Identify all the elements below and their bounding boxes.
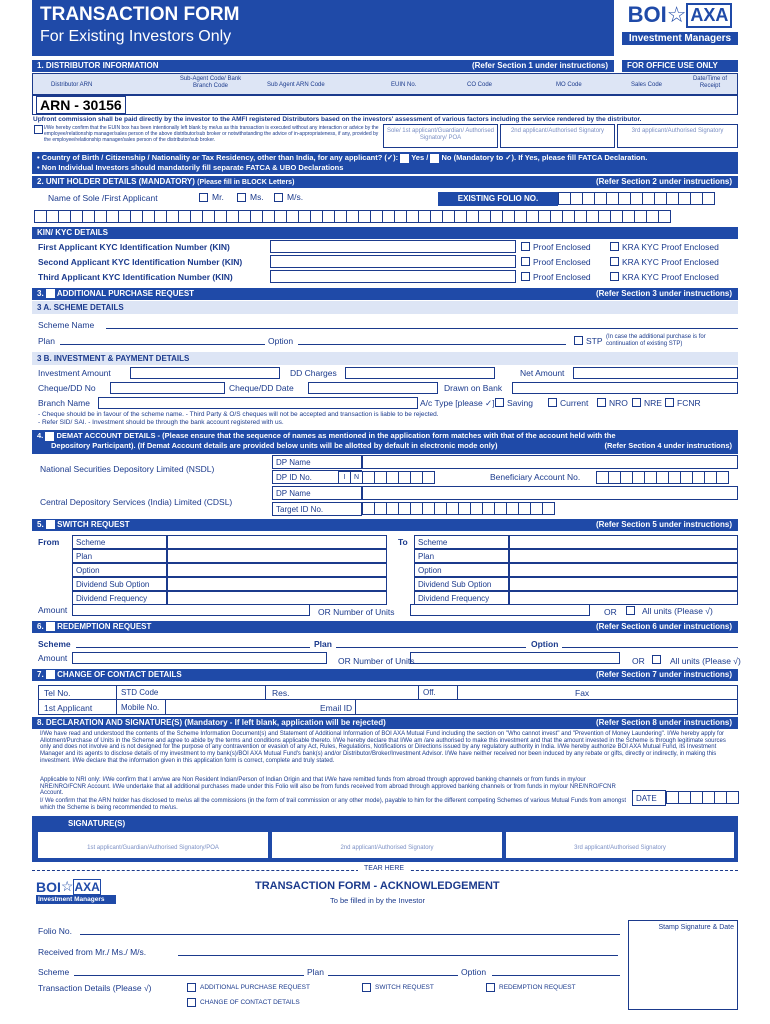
cheque-number-field[interactable]	[110, 382, 225, 394]
scheme-details-subheader: 3 A. SCHEME DETAILS	[32, 301, 738, 314]
kra-kyc-checkbox[interactable]	[610, 242, 619, 251]
kyc-row-label: First Applicant KYC Identification Number (KIN)	[38, 242, 230, 252]
kyc-row-label: Second Applicant KYC Identification Number (KIN)	[38, 257, 243, 267]
char-cell[interactable]	[542, 502, 555, 515]
distributor-values[interactable]	[32, 95, 738, 115]
char-cell[interactable]: I	[338, 471, 351, 484]
fatca-no-checkbox[interactable]	[430, 154, 439, 163]
nsdl-dp-id-cells[interactable]	[338, 471, 434, 484]
redeem-scheme-field[interactable]	[76, 647, 310, 648]
switch-all-units-checkbox[interactable]	[626, 606, 635, 615]
switch-from-label: Dividend Frequency	[72, 591, 167, 605]
switch-amount-field[interactable]	[72, 604, 310, 616]
fatca-yes-checkbox[interactable]	[400, 154, 409, 163]
switch-to-field[interactable]	[509, 549, 738, 563]
ms-checkbox[interactable]	[237, 193, 246, 202]
nre-checkbox[interactable]	[632, 398, 641, 407]
switch-from-field[interactable]	[167, 577, 387, 591]
switch-from-field[interactable]	[167, 591, 387, 605]
plan-field[interactable]	[60, 344, 265, 345]
char-cell[interactable]	[658, 210, 671, 223]
date-label: DATE	[632, 790, 666, 806]
fcnr-checkbox[interactable]	[665, 398, 674, 407]
euin-declaration: I/We hereby confirm that the EUIN box has been intentionally left blank by me/us as this transaction is executed without any interaction or advice by the employee/relationship manager/sales person of the above distributor/sub broker or notwithstanding the advice of in-appropriateness, if any, provided by the employee/relationship manager/sales person of the distributor/sub broker.	[44, 125, 379, 143]
kin-field[interactable]	[270, 240, 516, 253]
fatca-bar: • Country of Birth / Citizenship / Nationality or Tax Residency, other than India, for any applicant? (✓): Yes / No (Mandatory to ✓). If Yes, please fill FATCA Declaration. • Non Individual Investors should mandatorily fill separate FATCA & UBO Declarations	[32, 152, 738, 174]
payment-subheader: 3 B. INVESTMENT & PAYMENT DETAILS	[32, 352, 738, 365]
switch-to-label: Dividend Frequency	[414, 591, 509, 605]
ack-logo: BOI ☆ AXA Investment Managers	[36, 878, 116, 904]
folio-number-cells[interactable]	[558, 192, 714, 205]
switch-from-label: Dividend Sub Option	[72, 577, 167, 591]
star-icon: ☆	[666, 2, 687, 27]
office-use-header: FOR OFFICE USE ONLY	[622, 60, 738, 72]
kra-kyc-checkbox[interactable]	[610, 257, 619, 266]
switch-to-label: Scheme	[414, 535, 509, 549]
logo-axa: AXA	[686, 3, 732, 28]
cdsl-dp-name-field[interactable]	[362, 486, 738, 500]
euin-sig1[interactable]: Sole/ 1st applicant/Guardian/ Authorised Signatory/ POA	[383, 124, 498, 148]
logo-tagline: Investment Managers	[622, 32, 738, 45]
cheque-date-field[interactable]	[308, 382, 438, 394]
kin-field[interactable]	[270, 255, 516, 268]
switch-to-field[interactable]	[509, 563, 738, 577]
switch-to-label: Option	[414, 563, 509, 577]
cdsl-target-id-cells[interactable]	[362, 502, 554, 515]
char-cell[interactable]: N	[350, 471, 363, 484]
kyc-header: KIN/ KYC DETAILS	[32, 227, 738, 239]
arn-disclosure-text: I/ We confirm that the ARN holder has disclosed to me/us all the commissions (in the form of trail commission or any other mode), payable to him for the different competing Schemes of various Mutual Funds from amongst which the Scheme is being recommended to me/us.	[40, 798, 627, 811]
ack-folio-field[interactable]	[80, 934, 620, 935]
ack-contact-checkbox[interactable]	[187, 998, 196, 1007]
logo	[622, 2, 738, 56]
switch-to-field[interactable]	[509, 535, 738, 549]
switch-from-field[interactable]	[167, 563, 387, 577]
section7-header: 7. CHANGE OF CONTACT DETAILS (Refer Section 7 under instructions)	[32, 669, 738, 681]
switch-to-field[interactable]	[509, 577, 738, 591]
declaration-text: I/We have read and understood the contents of the Scheme Information Document(s) and Statement of Additional Information of BOI AXA Mutual Fund including the section on "Who cannot invest" and "Prevention of Money Laundering". I/We hereby apply for Allotment/Purchase of Units in the Scheme and agree to abide by the terms and conditions applicable thereto. I/We hereby declare that I/We am /are authorised to make this investment and that the amount invested in the Scheme is through legitimate sources only and does not involve and is not designed for the purpose of any contravention or evasion of any Act, Rules, Regulations, Notifications or Directions issued by any regulatory authority in India. I/We hereby authorize BOI AXA Mutual Fund, its Investment Manager and its agents to disclose details of my investment to my bank(s)/BOI AXA Mutual Fund's bank(s) and/or Distributor/Broker/Investment Advisor. I/We have neither received nor been induced by any rebate or gifts, directly or indirectly, in making this investment. I/We declare that the information given in this application form is correct, complete and truly stated.	[40, 731, 726, 764]
proof-enclosed-checkbox[interactable]	[521, 257, 530, 266]
ack-plan-field[interactable]	[328, 975, 458, 976]
star-icon: ☆	[60, 878, 74, 894]
proof-enclosed-checkbox[interactable]	[521, 272, 530, 281]
euin-sig2[interactable]: 2nd applicant/Authorised Signatory	[500, 124, 615, 148]
form-subtitle: For Existing Investors Only	[40, 28, 232, 45]
stp-checkbox[interactable]	[574, 336, 583, 345]
signature-1[interactable]: 1st applicant/Guardian/Authorised Signatory/POA	[38, 832, 268, 858]
euin-checkbox[interactable]	[34, 125, 43, 134]
redeem-plan-field[interactable]	[336, 647, 526, 648]
arn-code: ARN - 30156	[36, 96, 126, 114]
redeem-amount-field[interactable]	[72, 652, 327, 664]
nsdl-beneficiary-cells[interactable]	[596, 471, 728, 484]
kin-field[interactable]	[270, 270, 516, 283]
option-field[interactable]	[298, 344, 566, 345]
nro-checkbox[interactable]	[597, 398, 606, 407]
logo-boi: BOI	[627, 2, 667, 27]
dd-charges-field[interactable]	[345, 367, 495, 379]
char-cell[interactable]	[716, 471, 729, 484]
mrs-checkbox[interactable]	[274, 193, 283, 202]
char-cell[interactable]	[726, 791, 739, 804]
ack-received-field[interactable]	[178, 955, 618, 956]
signature-area: SIGNATURE(S)	[32, 816, 738, 862]
applicant-name-label: Name of Sole /First Applicant	[48, 193, 158, 203]
section2-header: 2. UNIT HOLDER DETAILS (MANDATORY) (Please fill in BLOCK Letters) (Refer Section 2 under instructions)	[32, 176, 738, 188]
date-cells[interactable]	[666, 791, 738, 804]
existing-folio-label: EXISTING FOLIO NO.	[438, 192, 558, 206]
form-title: TRANSACTION FORM	[40, 4, 240, 25]
kra-kyc-checkbox[interactable]	[610, 272, 619, 281]
section4-header: 4. DEMAT ACCOUNT DETAILS - (Please ensure that the sequence of names as mentioned in the application form matches with that of the account held with the Depository Participant). (If Demat Account details are provided below units will be allotted by default in electronic mode only) (Refer Section 4 under instructions)	[32, 430, 738, 454]
ack-redemption-checkbox[interactable]	[486, 983, 495, 992]
signature-2[interactable]: 2nd applicant/Authorised Signatory	[272, 832, 502, 858]
char-cell[interactable]	[702, 192, 715, 205]
switch-from-label: Scheme	[72, 535, 167, 549]
nsdl-dp-name-field[interactable]	[362, 455, 738, 469]
signature-3[interactable]: 3rd applicant/Authorised Signatory	[506, 832, 734, 858]
switch-to-label: Plan	[414, 549, 509, 563]
email-field[interactable]	[355, 699, 738, 715]
euin-sig3[interactable]: 3rd applicant/Authorised Signatory	[617, 124, 738, 148]
section8-header: 8. DECLARATION AND SIGNATURE(S) (Mandatory - If left blank, application will be rejected) (Refer Section 8 under instructions)	[32, 717, 738, 729]
saving-checkbox[interactable]	[495, 398, 504, 407]
applicant-name-cells[interactable]	[34, 210, 670, 223]
char-cell[interactable]	[422, 471, 435, 484]
net-amount-field[interactable]	[573, 367, 738, 379]
scheme-name-field[interactable]	[106, 328, 738, 329]
ack-option-field[interactable]	[492, 975, 620, 976]
proof-enclosed-checkbox[interactable]	[521, 242, 530, 251]
ack-scheme-field[interactable]	[74, 975, 304, 976]
section6-header: 6. REDEMPTION REQUEST (Refer Section 6 under instructions)	[32, 621, 738, 633]
nri-text: Applicable to NRI only: I/We confirm that I am/we are Non Resident Indian/Person of Indian Origin and that I/We have remitted funds from abroad through approved banking channels or from funds in my/our NRE/NRO/FCNR Account. I/We undertake that all additional purchases made under this Folio will also be from funds received from abroad through approved banking channels or from funds in my/our NRE/NRO/FCNR Account.	[40, 777, 616, 797]
ack-switch-checkbox[interactable]	[362, 983, 371, 992]
branch-name-field[interactable]	[98, 397, 418, 409]
redeem-option-field[interactable]	[562, 647, 738, 648]
redeem-units-field[interactable]	[410, 652, 620, 664]
section5-header: 5. SWITCH REQUEST (Refer Section 5 under instructions)	[32, 519, 738, 531]
switch-from-label: Option	[72, 563, 167, 577]
kyc-row-label: Third Applicant KYC Identification Number (KIN)	[38, 272, 233, 282]
investment-amount-field[interactable]	[130, 367, 280, 379]
switch-from-field[interactable]	[167, 549, 387, 563]
switch-from-field[interactable]	[167, 535, 387, 549]
switch-units-field[interactable]	[410, 604, 590, 616]
current-checkbox[interactable]	[548, 398, 557, 407]
switch-to-field[interactable]	[509, 591, 738, 605]
switch-from-label: Plan	[72, 549, 167, 563]
drawn-on-bank-field[interactable]	[512, 382, 738, 394]
stamp-box: Stamp Signature & Date	[628, 920, 738, 1010]
switch-to-label: Dividend Sub Option	[414, 577, 509, 591]
distributor-cols: Distributor ARN Sub-Agent Code/ Bank Branch Code Sub Agent ARN Code EUIN No. CO Code MO Code Sales Code Date/Time of Receipt	[32, 73, 738, 95]
header-banner	[32, 0, 614, 56]
section1-header: 1. DISTRIBUTOR INFORMATION (Refer Section 1 under instructions)	[32, 60, 614, 72]
section3-header: 3. ADDITIONAL PURCHASE REQUEST (Refer Section 3 under instructions)	[32, 288, 738, 300]
ack-title: TRANSACTION FORM - ACKNOWLEDGEMENT	[255, 880, 500, 892]
redeem-all-units-checkbox[interactable]	[652, 655, 661, 664]
ack-purchase-checkbox[interactable]	[187, 983, 196, 992]
nsdl-dp-name-label: DP Name	[272, 455, 362, 469]
upfront-note: Upfront commission shall be paid directly by the investor to the AMFI registered Distributors based on the investors' assessment of various factors including the service rendered by the distributor.	[33, 116, 642, 123]
mr-checkbox[interactable]	[199, 193, 208, 202]
